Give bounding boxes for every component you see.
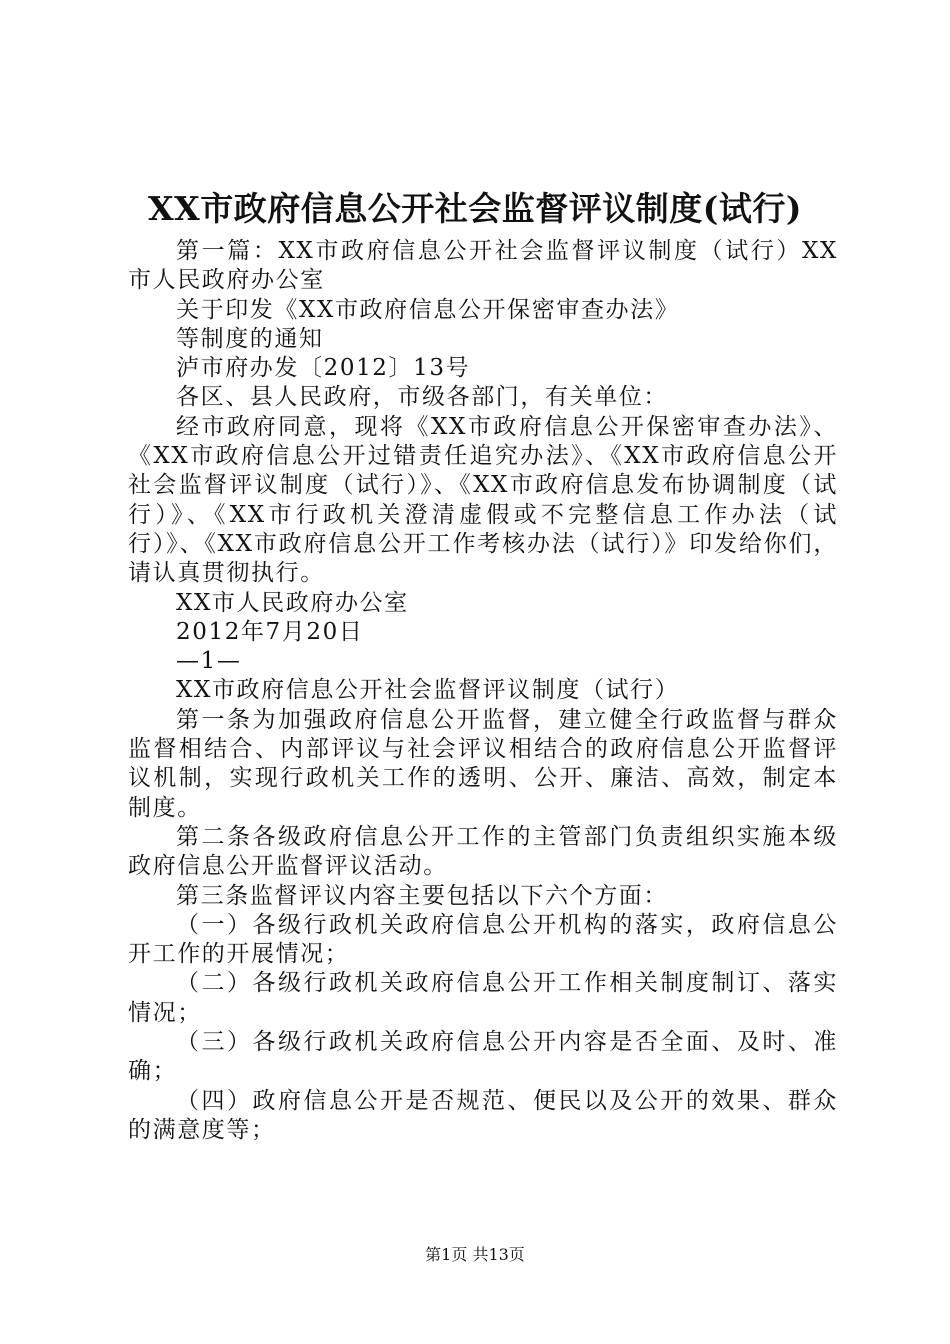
paragraph-item-3: （三）各级行政机关政府信息公开内容是否全面、及时、准确；: [128, 1029, 838, 1085]
paragraph-item-2: （二）各级行政机关政府信息公开工作相关制度制订、落实情况；: [128, 970, 838, 1026]
paragraph-article-3: 第三条监督评议内容主要包括以下六个方面：: [176, 882, 668, 909]
paragraph-chapter-heading: 第一篇：XX市政府信息公开社会监督评议制度（试行）XX市人民政府办公室: [128, 238, 838, 294]
page-footer: 第1页 共13页: [425, 1245, 525, 1264]
paragraph-item-4: （四）政府信息公开是否规范、便民以及公开的效果、群众的满意度等；: [128, 1087, 838, 1143]
paragraph-article-1: 第一条为加强政府信息公开监督，建立健全行政监督与群众监督相结合、内部评议与社会评议相结合的政府信息公开监督评议机制，实现行政机关工作的透明、公开、廉洁、高效，制定本制度。: [128, 706, 838, 821]
document-body: [128, 237, 838, 1145]
paragraph-addressees: 各区、县人民政府，市级各部门，有关单位：: [176, 384, 668, 411]
paragraph-item-1: （一）各级行政机关政府信息公开机构的落实，政府信息公开工作的开展情况；: [128, 911, 838, 968]
paragraph-notice-body: 经市政府同意，现将《XX市政府信息公开保密审查办法》、《XX市政府信息公开过错责任追究办法》、《XX市政府信息公开社会监督评议制度（试行）》、《XX市政府信息发布协调制度（试行）》、《XX市行政机关澄清虚假或不完整信息工作办法（试行）》、《XX市政府信息公开工作考核办法（试行）》印发给你们，请认真贯彻执行。: [128, 413, 838, 587]
paragraph-regulation-title: XX市政府信息公开社会监督评议制度（试行）: [176, 677, 680, 704]
paragraph-notice-title: 关于印发《XX市政府信息公开保密审查办法》: [176, 296, 680, 323]
paragraph-document-number: 泸市府办发〔2012〕13号: [176, 355, 471, 382]
paragraph-issuer: XX市人民政府办公室: [176, 589, 409, 616]
paragraph-notice-subtitle: 等制度的通知: [176, 325, 324, 352]
paragraph-page-marker: —1—: [176, 648, 242, 675]
paragraph-article-2: 第二条各级政府信息公开工作的主管部门负责组织实施本级政府信息公开监督评议活动。: [128, 823, 838, 880]
document-title: XX市政府信息公开社会监督评议制度(试行): [148, 189, 802, 228]
paragraph-date: 2012年7月20日: [176, 618, 364, 645]
